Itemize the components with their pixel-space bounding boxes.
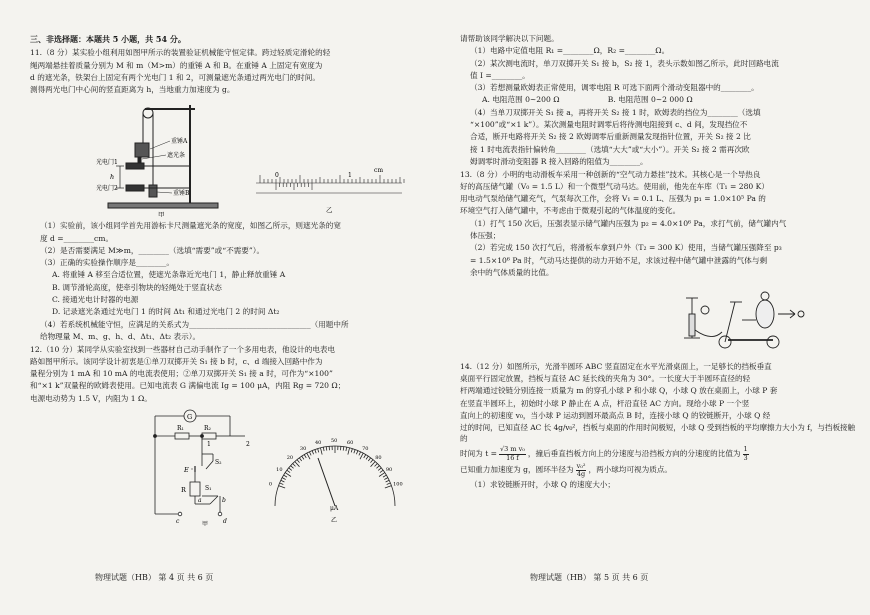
dial-tick-label: 60 xyxy=(347,439,354,446)
dial-tick xyxy=(281,480,285,482)
q11-line4: 测得两光电门中心间的竖直距离为 h，当地重力加速度为 g。 xyxy=(30,85,235,95)
question-13 xyxy=(460,170,855,362)
q11-sub3: （3）正确的实验操作顺序是________。 xyxy=(40,258,174,268)
q11-figure xyxy=(30,97,425,217)
circuit-label-s2: S₂ xyxy=(215,458,222,466)
dial-tick xyxy=(309,452,311,456)
dial-tick xyxy=(375,464,378,467)
q14-t-label: 时间为 t = xyxy=(460,448,498,458)
dial-tick xyxy=(368,458,370,461)
q12-sub3: （3）若想测量欧姆表正常使用，调零电阻 R 可选下面两个滑动变阻器中的________。 xyxy=(470,83,759,93)
dial-tick xyxy=(351,449,352,453)
dial-tick xyxy=(366,456,368,459)
scooter-figure xyxy=(460,280,855,358)
dial-tick xyxy=(297,460,300,463)
dial-tick xyxy=(299,458,301,461)
q12-line3: 量程分别为 1 mA 和 10 mA 的电流表使用；②单刀双掷开关 S₁ 接 a 时，可作为“×100” xyxy=(30,369,333,379)
q13-line2: 好的高压储气罐（V₀ = 1.5 L）和一个微型气动马达。使用前，他先在车库（T₁ = 280 K） xyxy=(460,181,769,191)
q11-option-d: D. 记录遮光条通过光电门 1 的时间 Δt₁ 和通过光电门 2 的时间 Δt₂ xyxy=(52,307,280,317)
dial-tick xyxy=(370,460,373,463)
q13-line4: 环境空气打入储气罐中，不考虑由于微观引起的气体温度的变化。 xyxy=(460,206,681,216)
q12-intro: 请帮助该同学解决以下问题。 xyxy=(460,34,559,43)
dial-tick xyxy=(323,447,324,451)
dial-tick xyxy=(315,449,316,453)
circuit-label-r1: R₁ xyxy=(177,424,184,432)
question-12 xyxy=(30,345,425,530)
dial-tick xyxy=(385,486,392,488)
q12-sub4c: 合适，断开电路将开关 S₂ 接 2 欧姆调零后重新测量发现指针位置，开关 S₂ 接 2 比 xyxy=(470,132,751,142)
dial-tick-label: 40 xyxy=(314,439,322,446)
dial-tick xyxy=(302,456,304,459)
q14-sub1: （1）求铰链断开时，小球 Q 的速度大小； xyxy=(470,479,615,489)
label-fig-yi: 乙 xyxy=(326,206,333,215)
section-title: 三、非选择题：本题共 5 小题，共 54 分。 xyxy=(30,34,186,44)
dial-tick xyxy=(376,466,379,469)
q14-radius-denominator: 4g xyxy=(576,470,586,479)
circuit-label-d: d xyxy=(223,517,227,525)
label-fig-jia: 甲 xyxy=(158,211,165,218)
q14-line2: 桌面平行固定放置，挡板与直径 AC 延长线的夹角为 30°。一长度大于半圆环直径的轻 xyxy=(460,374,751,384)
page-left xyxy=(30,34,425,597)
dial-tick xyxy=(282,478,286,480)
circuit-label-a: a xyxy=(198,496,202,504)
q14-radius-numerator: v₀² xyxy=(576,462,586,471)
q13-line1: 13.（8 分）小明的电动滑板车采用一种创新的“空气动力悬挂”技术。其核心是一个导热良 xyxy=(460,169,761,179)
footer-right: 物理试题（HB） 第 5 页 共 6 页 xyxy=(530,572,649,582)
q11-sub4b: 给物理量 M、m、g、h、d、Δt₁、Δt₂ 表示）。 xyxy=(40,331,201,341)
circuit-label-b: b xyxy=(222,496,226,504)
q14-ratio-numerator: 1 xyxy=(743,445,748,454)
dial-tick xyxy=(343,447,344,451)
dial-tick xyxy=(287,470,290,472)
q13-sub2b: = 1.5×10⁶ Pa 时，气动马达提供的动力开始不足，求该过程中储气罐中泄露的气体与剩 xyxy=(470,255,768,265)
dial-tick xyxy=(304,454,306,457)
dial-tick xyxy=(387,483,391,485)
q12-line4: 和“×1 k”双量程的欧姆表使用。已知电流表 G 满偏电流 Ig = 100 μA，内阻 Rg = 720 Ω； xyxy=(30,381,346,391)
q11-option-c: C. 接通光电计时器的电源 xyxy=(52,294,139,304)
q12-sub4e: 姆调零时滑动变阻器 R 接入回路的阻值为________。 xyxy=(470,156,648,166)
dial-tick xyxy=(280,483,284,485)
q11-option-b: B. 调节滑轮高度，使牵引物块的轻绳处于竖直状态 xyxy=(52,282,222,292)
q14-line1: 14.（12 分）如图所示，光滑半圆环 ABC 竖直固定在水平光滑桌面上，一足够长的挡板垂直 xyxy=(460,361,772,371)
dial-tick-label: 30 xyxy=(299,445,307,452)
q12-sub1: （1）电路中定值电阻 R₁ =________Ω，R₂ =________Ω。 xyxy=(470,46,670,56)
q12-sub4d: 接 1 时电流表指针偏转角________（选填“大大”或“大小”）。开关 S₂ 接 2 需再次欧 xyxy=(470,144,750,154)
q13-sub2c: 余中的气体质量的比值。 xyxy=(470,267,554,277)
q14-ratio-denominator: 3 xyxy=(743,453,748,462)
q14-line8-rest: ，两小球均可视为质点。 xyxy=(588,465,673,475)
q11-sub1: （1）实验前，该小组同学首先用游标卡尺测量遮光条的宽度，如图乙所示，则遮光条的宽 xyxy=(40,221,341,231)
q14-radius-label: 已知重力加速度为 g，圆环半径为 xyxy=(460,465,574,475)
q14-line7 xyxy=(460,446,855,461)
dial-tick xyxy=(312,451,314,455)
dial-tick xyxy=(279,486,286,488)
dial-tick xyxy=(320,448,322,455)
q13-sub1: （1）打气 150 次后，压强表显示储气罐内压强为 p₂ = 4.0×10⁶ Pa，求打气前，储气罐内气 xyxy=(470,218,787,228)
dial-tick xyxy=(289,468,292,471)
dial-tick-label: 70 xyxy=(362,445,369,452)
q14-t-fraction xyxy=(499,446,526,461)
q14-line5: 直向上的初速度 v₀，当小球 P 运动到圆环最高点 B 时，连接小球 Q 的铰链断开，小球 Q 经 xyxy=(460,411,771,421)
q14-t-numerator: √3 m v₀ xyxy=(500,445,525,454)
dial-tick xyxy=(364,454,366,457)
circuit-label-r2: R₂ xyxy=(204,424,211,432)
dial-tick-label: 90 xyxy=(385,467,393,474)
circuit-fig-jia: 甲 xyxy=(202,520,209,526)
question-11 xyxy=(30,48,425,342)
q11-sub4: （4）若系统机械能守恒，应满足的关系式为________________________________（用题中所 xyxy=(40,319,349,329)
circuit-label-s1: S₁ xyxy=(205,484,212,492)
q14-radius-fraction xyxy=(576,463,587,478)
q12-figure xyxy=(30,406,425,526)
dial-tick xyxy=(384,478,388,480)
dial-tick xyxy=(284,475,287,477)
dial-tick xyxy=(379,473,385,477)
dial-tick-label: 50 xyxy=(331,437,338,444)
q14-line7-rest: ，撞后垂直挡板方向上的分速度与沿挡板方向的分速度的比值为 xyxy=(527,448,741,458)
dial-tick xyxy=(359,452,361,456)
circuit-label-2: 2 xyxy=(246,440,250,448)
q12-line1: 12.（10 分）某同学从实验室找到一些器材自己动手制作了一个多用电表，他设计的电表电 xyxy=(30,344,336,354)
dial-tick xyxy=(386,480,390,482)
q12-sub3-options: A. 电阻范围 0~200 Ω B. 电阻范围 0~2 000 Ω xyxy=(482,95,693,105)
label-weight-a: 重锤A xyxy=(171,138,188,146)
question-14 xyxy=(460,362,855,491)
label-gate2: 光电门2 xyxy=(96,185,118,193)
q11-sub2: （2）是否需要满足 M≫m，________（选填“需要”或“不需要”）。 xyxy=(40,245,265,255)
label-cm: cm xyxy=(374,167,384,175)
dial-tick xyxy=(356,451,358,455)
q13-sub1b: 体压强； xyxy=(470,231,501,240)
q12-line5: 电源电动势为 1.5 V，内阻为 1 Ω。 xyxy=(30,393,152,403)
dial-tick xyxy=(326,447,327,451)
q12-line2: 路如图甲所示。该同学设计初衷是①单刀双掷开关 S₁ 接 b 时，c、d 端接入回路中作为 xyxy=(30,356,323,366)
dial-tick xyxy=(378,468,381,471)
dial-tick xyxy=(293,464,296,467)
dial-tick xyxy=(307,453,310,459)
dial-tick-label: 10 xyxy=(276,467,283,474)
apparatus-diagram xyxy=(108,105,218,208)
dial-tick-label: 80 xyxy=(375,455,382,462)
dial-tick xyxy=(285,473,291,477)
q14-line8 xyxy=(460,463,855,478)
q14-t-denominator: 16 f xyxy=(506,453,519,462)
label-weight-b: 重锤B xyxy=(173,190,190,198)
q12-sub2: （2）某次测电流时，单刀双掷开关 S₁ 接 b，S₂ 接 1，表头示数如图乙所示，此时回路电流 xyxy=(470,58,779,68)
circuit-label-c: c xyxy=(176,517,180,525)
circuit-label-r: R xyxy=(181,485,186,494)
q11-line2: 绳两端悬挂着质量分别为 M 和 m（M>m）的重锤 A 和 B。在重锤 A 上固定有宽度为 xyxy=(30,60,323,70)
q14-line4: 在竖直半圆环上，初始时小球 P 静止在 A 点，杆沿直径 AC 方向。现给小球 P 一个竖 xyxy=(460,398,750,408)
circuit-label-e: E xyxy=(184,465,189,474)
q14-line6: 过的时间，已知直径 AC 长 4g/v₀²，挡板与桌面的作用时间极短，小球 Q 受到挡板的平均摩擦力大小为 f，与挡板接触的 xyxy=(460,423,855,444)
dial-fig-yi: 乙 xyxy=(331,516,338,524)
label-r1: 1 xyxy=(348,172,352,180)
dial-tick xyxy=(346,447,347,451)
q12-sub4b: “×100”或“×1 k”）。某次测量电阻时调零后将待测电阻接到 c、d 间，发现挡位不 xyxy=(470,119,748,129)
q14-line3: 杆两端通过铰链分别连接一质量为 m 的穿孔小球 P 和小球 Q，小球 Q 放在桌面上，小球 P 套 xyxy=(460,386,778,396)
q11-line3: d 的遮光条，铁架台上固定有两个光电门 1 和 2，可测量遮光条通过两光电门的时间。 xyxy=(30,72,320,82)
dial-tick-label: 0 xyxy=(268,481,273,488)
circuit-label-g: G xyxy=(187,412,193,421)
dial-tick-label: 20 xyxy=(286,455,294,462)
dial-unit: μA xyxy=(330,504,339,512)
dial-tick xyxy=(380,470,383,472)
q12-sub4: （4）当单刀双掷开关 S₁ 接 a，再将开关 S₂ 接 1 时，欧姆表的挡位为________（选填 xyxy=(470,107,761,117)
label-h: h xyxy=(110,173,115,182)
q12-sub2b: 值 I =________。 xyxy=(470,70,530,80)
dial-tick xyxy=(354,449,355,453)
q11-sub1b: 度 d =________cm。 xyxy=(40,233,114,243)
page-right xyxy=(460,34,855,597)
label-r0: 0 xyxy=(275,172,279,180)
dial-tick xyxy=(291,466,294,469)
dial-tick xyxy=(360,453,363,459)
label-gate1: 光电门1 xyxy=(96,159,118,167)
q11-option-a: A. 将重锤 A 移至合适位置，使遮光条靠近光电门 1，静止释放重锤 A xyxy=(52,270,286,280)
dial-tick-label: 100 xyxy=(393,481,403,488)
dial-tick xyxy=(383,475,386,477)
q11-line1: 11.（8 分）某实验小组利用如图甲所示的装置验证机械能守恒定律。跨过轻质定滑轮的轻 xyxy=(30,48,331,58)
circuit-label-1: 1 xyxy=(207,440,211,448)
label-shade: 遮光条 xyxy=(167,152,186,160)
dial-tick xyxy=(318,449,319,453)
dial-tick xyxy=(348,448,350,455)
q13-sub2: （2）若完成 150 次打气后，将滑板车拿到户外（T₂ = 300 K）使用，当储气罐压强降至 p₃ xyxy=(470,243,782,253)
q14-ratio-fraction xyxy=(743,446,749,461)
footer-left: 物理试题（HB） 第 4 页 共 6 页 xyxy=(95,572,214,582)
q13-line3: 用电动气泵给储气罐充气，气泵每次工作，会将 V₁ = 0.1 L、压强为 p₁ = 1.0×10⁵ Pa 的 xyxy=(460,194,766,204)
